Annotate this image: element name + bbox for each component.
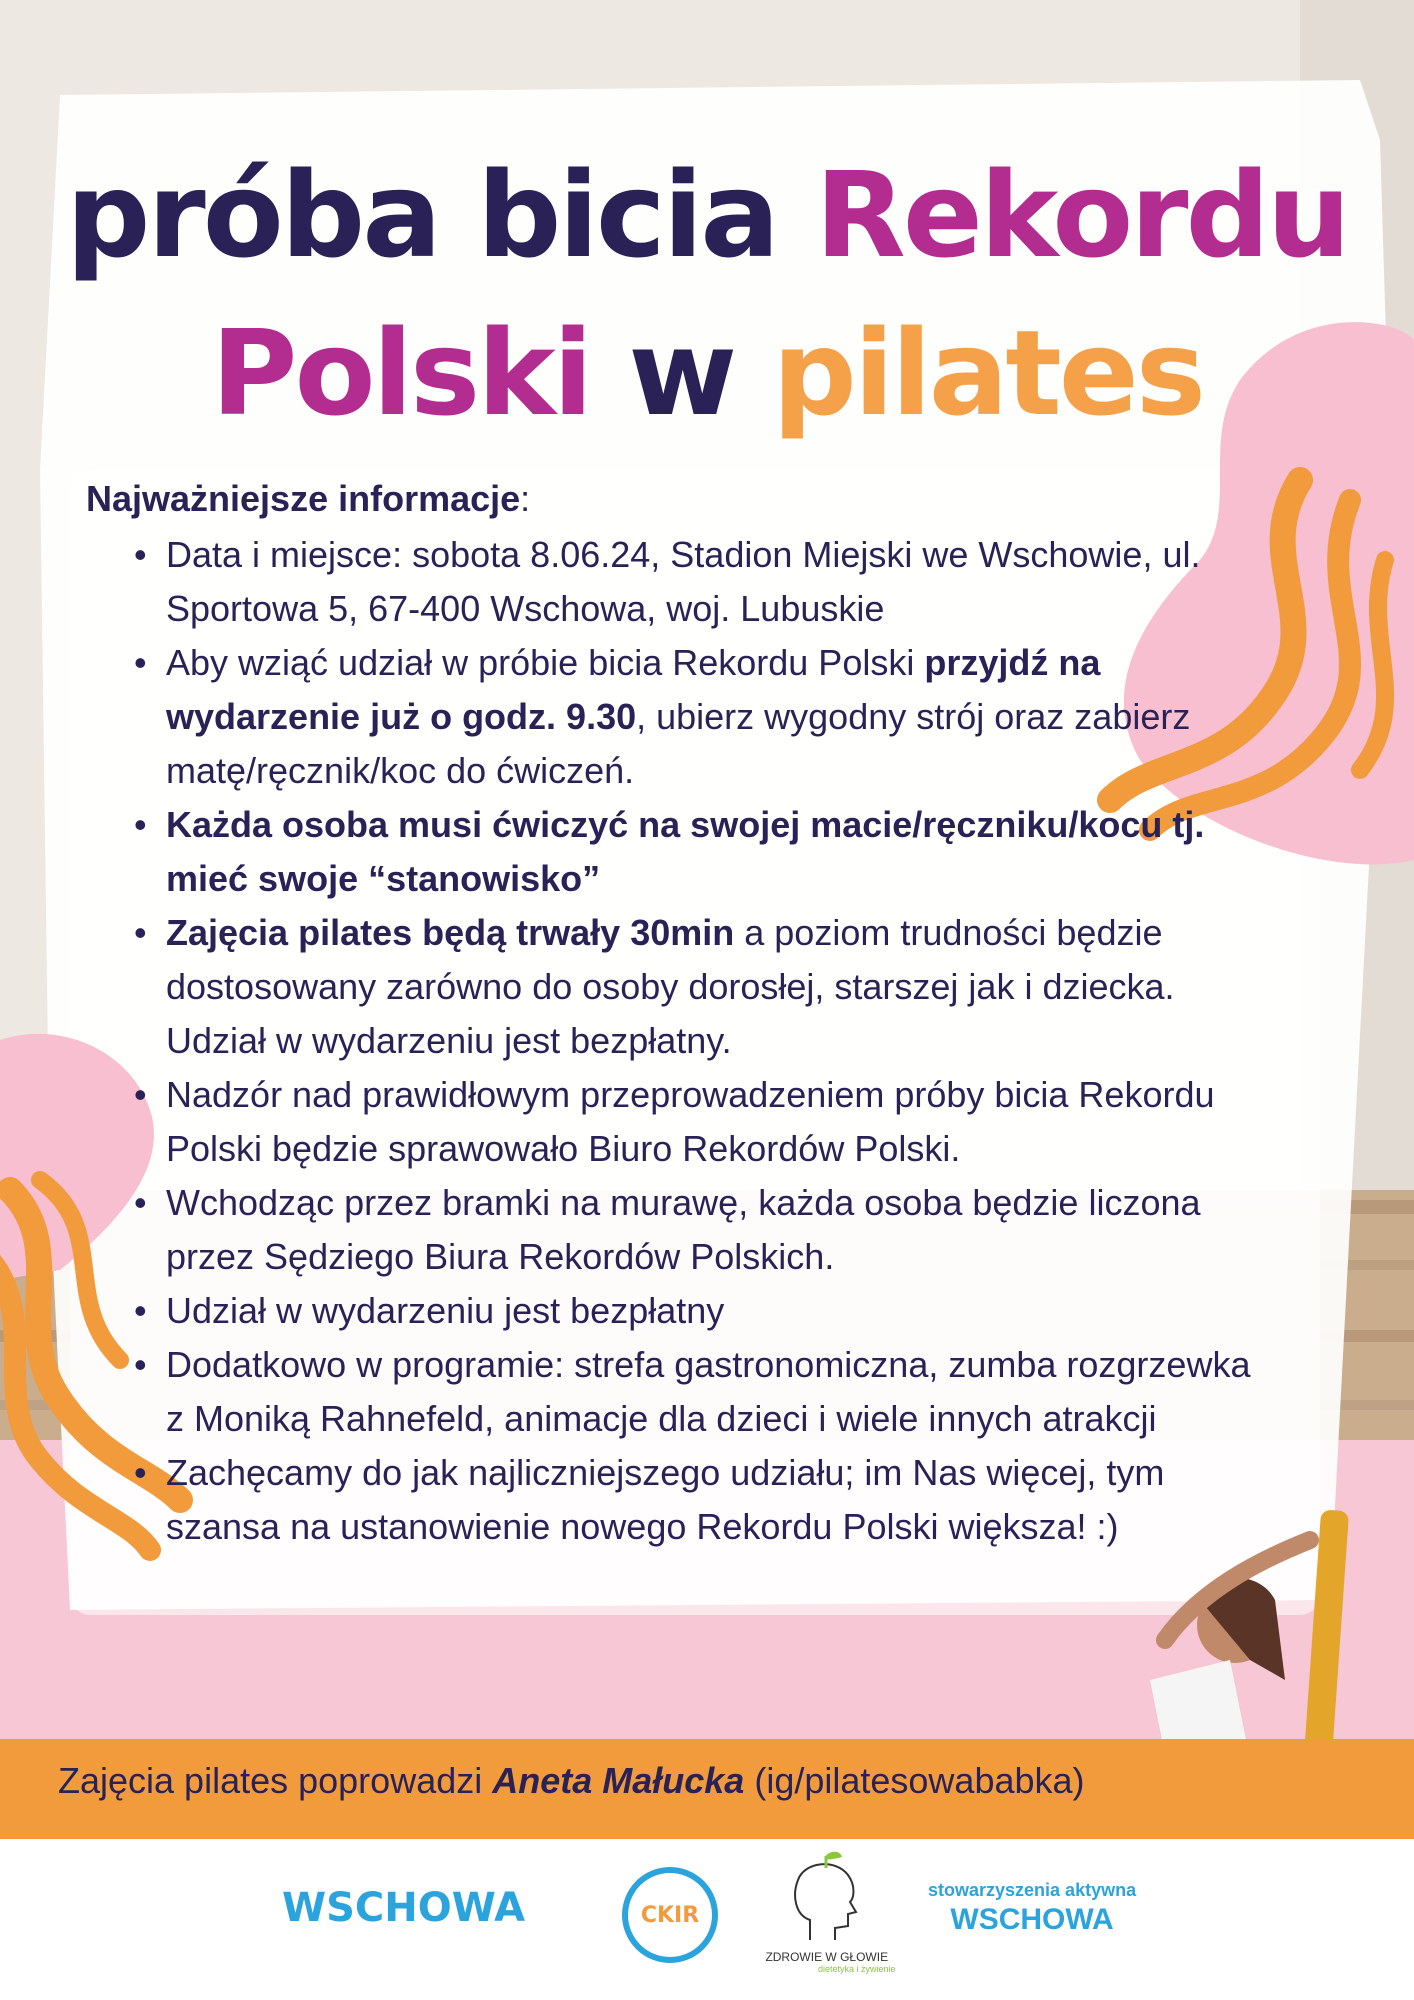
item-text: Dodatkowo w programie: strefa gastronomiczna, zumba rozgrzewka z Moniką Rahnefeld, animacje dla dzieci i wiele innych atrakcji [166,1344,1251,1439]
item-text: Zachęcamy do jak najliczniejszego udziału; im Nas więcej, tym szansa na ustanowienie nowego Rekordu Polski większa! :) [166,1452,1165,1547]
info-list [86,528,1276,1554]
item-bold: przyjdź na wydarzenie już o godz. 9.30 [166,642,1101,737]
stowarzyszenie-logo [928,1880,1136,1937]
item-text: , ubierz wygodny strój oraz zabierz matę/ręcznik/koc do ćwiczeń. [166,696,1191,791]
item-text: Wchodząc przez bramki na murawę, każda osoba będzie liczona przez Sędziego Biura Rekordów Polskich. [166,1182,1201,1277]
title-line-2 [0,304,1414,442]
instructor-name: Aneta Małucka [492,1760,745,1801]
item-text: a poziom trudności będzie dostosowany zarówno do osoby dorosłej, starszej jak i dziecka. Udział w wydarzeniu jest bezpłatny. [166,912,1175,1061]
title-word-rekordu: Rekordu [815,146,1348,284]
zdrowie-subtitle: dietetyka i żywienie [818,1964,896,1974]
instructor-pre: Zajęcia pilates poprowadzi [58,1760,493,1801]
title-word-polski: Polski [210,304,591,442]
list-item [166,1338,1276,1446]
info-heading-text: Najważniejsze informacje [86,478,521,519]
item-text: Data i miejsce: sobota 8.06.24, Stadion Miejski we Wschowie, ul. Sportowa 5, 67-400 Wschowa, woj. Lubuskie [166,534,1201,629]
stow-line-1: stowarzyszenia aktywna [928,1880,1137,1900]
wschowa-logo: WSCHOWA [282,1885,526,1931]
item-text: Nadzór nad prawidłowym przeprowadzeniem próby bicia Rekordu Polski będzie sprawowało Biuro Rekordów Polski. [166,1074,1215,1169]
instructor-handle: (ig/pilatesowababka) [744,1760,1085,1801]
info-heading-colon: : [520,478,531,519]
list-item [166,906,1276,1068]
list-item [166,1284,1276,1338]
list-item [166,1446,1276,1554]
list-item [166,798,1276,906]
title-line-1 [0,146,1414,284]
ckir-logo [622,1867,718,1963]
list-item [166,1176,1276,1284]
stow-line-2: WSCHOWA [950,1903,1114,1936]
item-bold: Zajęcia pilates będą trwały 30min [166,912,735,953]
title-word-pilates: pilates [772,304,1204,442]
item-bold: Każda osoba musi ćwiczyć na swojej macie/ręczniku/kocu tj. mieć swoje “stanowisko” [166,804,1205,899]
info-section [86,478,1276,1554]
item-text: Udział w wydarzeniu jest bezpłatny [166,1290,725,1331]
title-word-bicia: bicia [476,146,777,284]
info-heading [86,478,1276,520]
list-item [166,528,1276,636]
list-item [166,636,1276,798]
zdrowie-title: ZDROWIE W GŁOWIE [765,1950,889,1964]
head-logo-icon [790,1850,860,1945]
title-word-w: w [628,304,735,442]
zdrowie-w-glowie-logo [758,1950,896,1974]
ckir-text: CKIR [640,1902,700,1928]
item-text: Aby wziąć udział w próbie bicia Rekordu Polski [166,642,925,683]
list-item [166,1068,1276,1176]
title-word-proba: próba [66,146,439,284]
instructor-line [58,1760,1085,1802]
